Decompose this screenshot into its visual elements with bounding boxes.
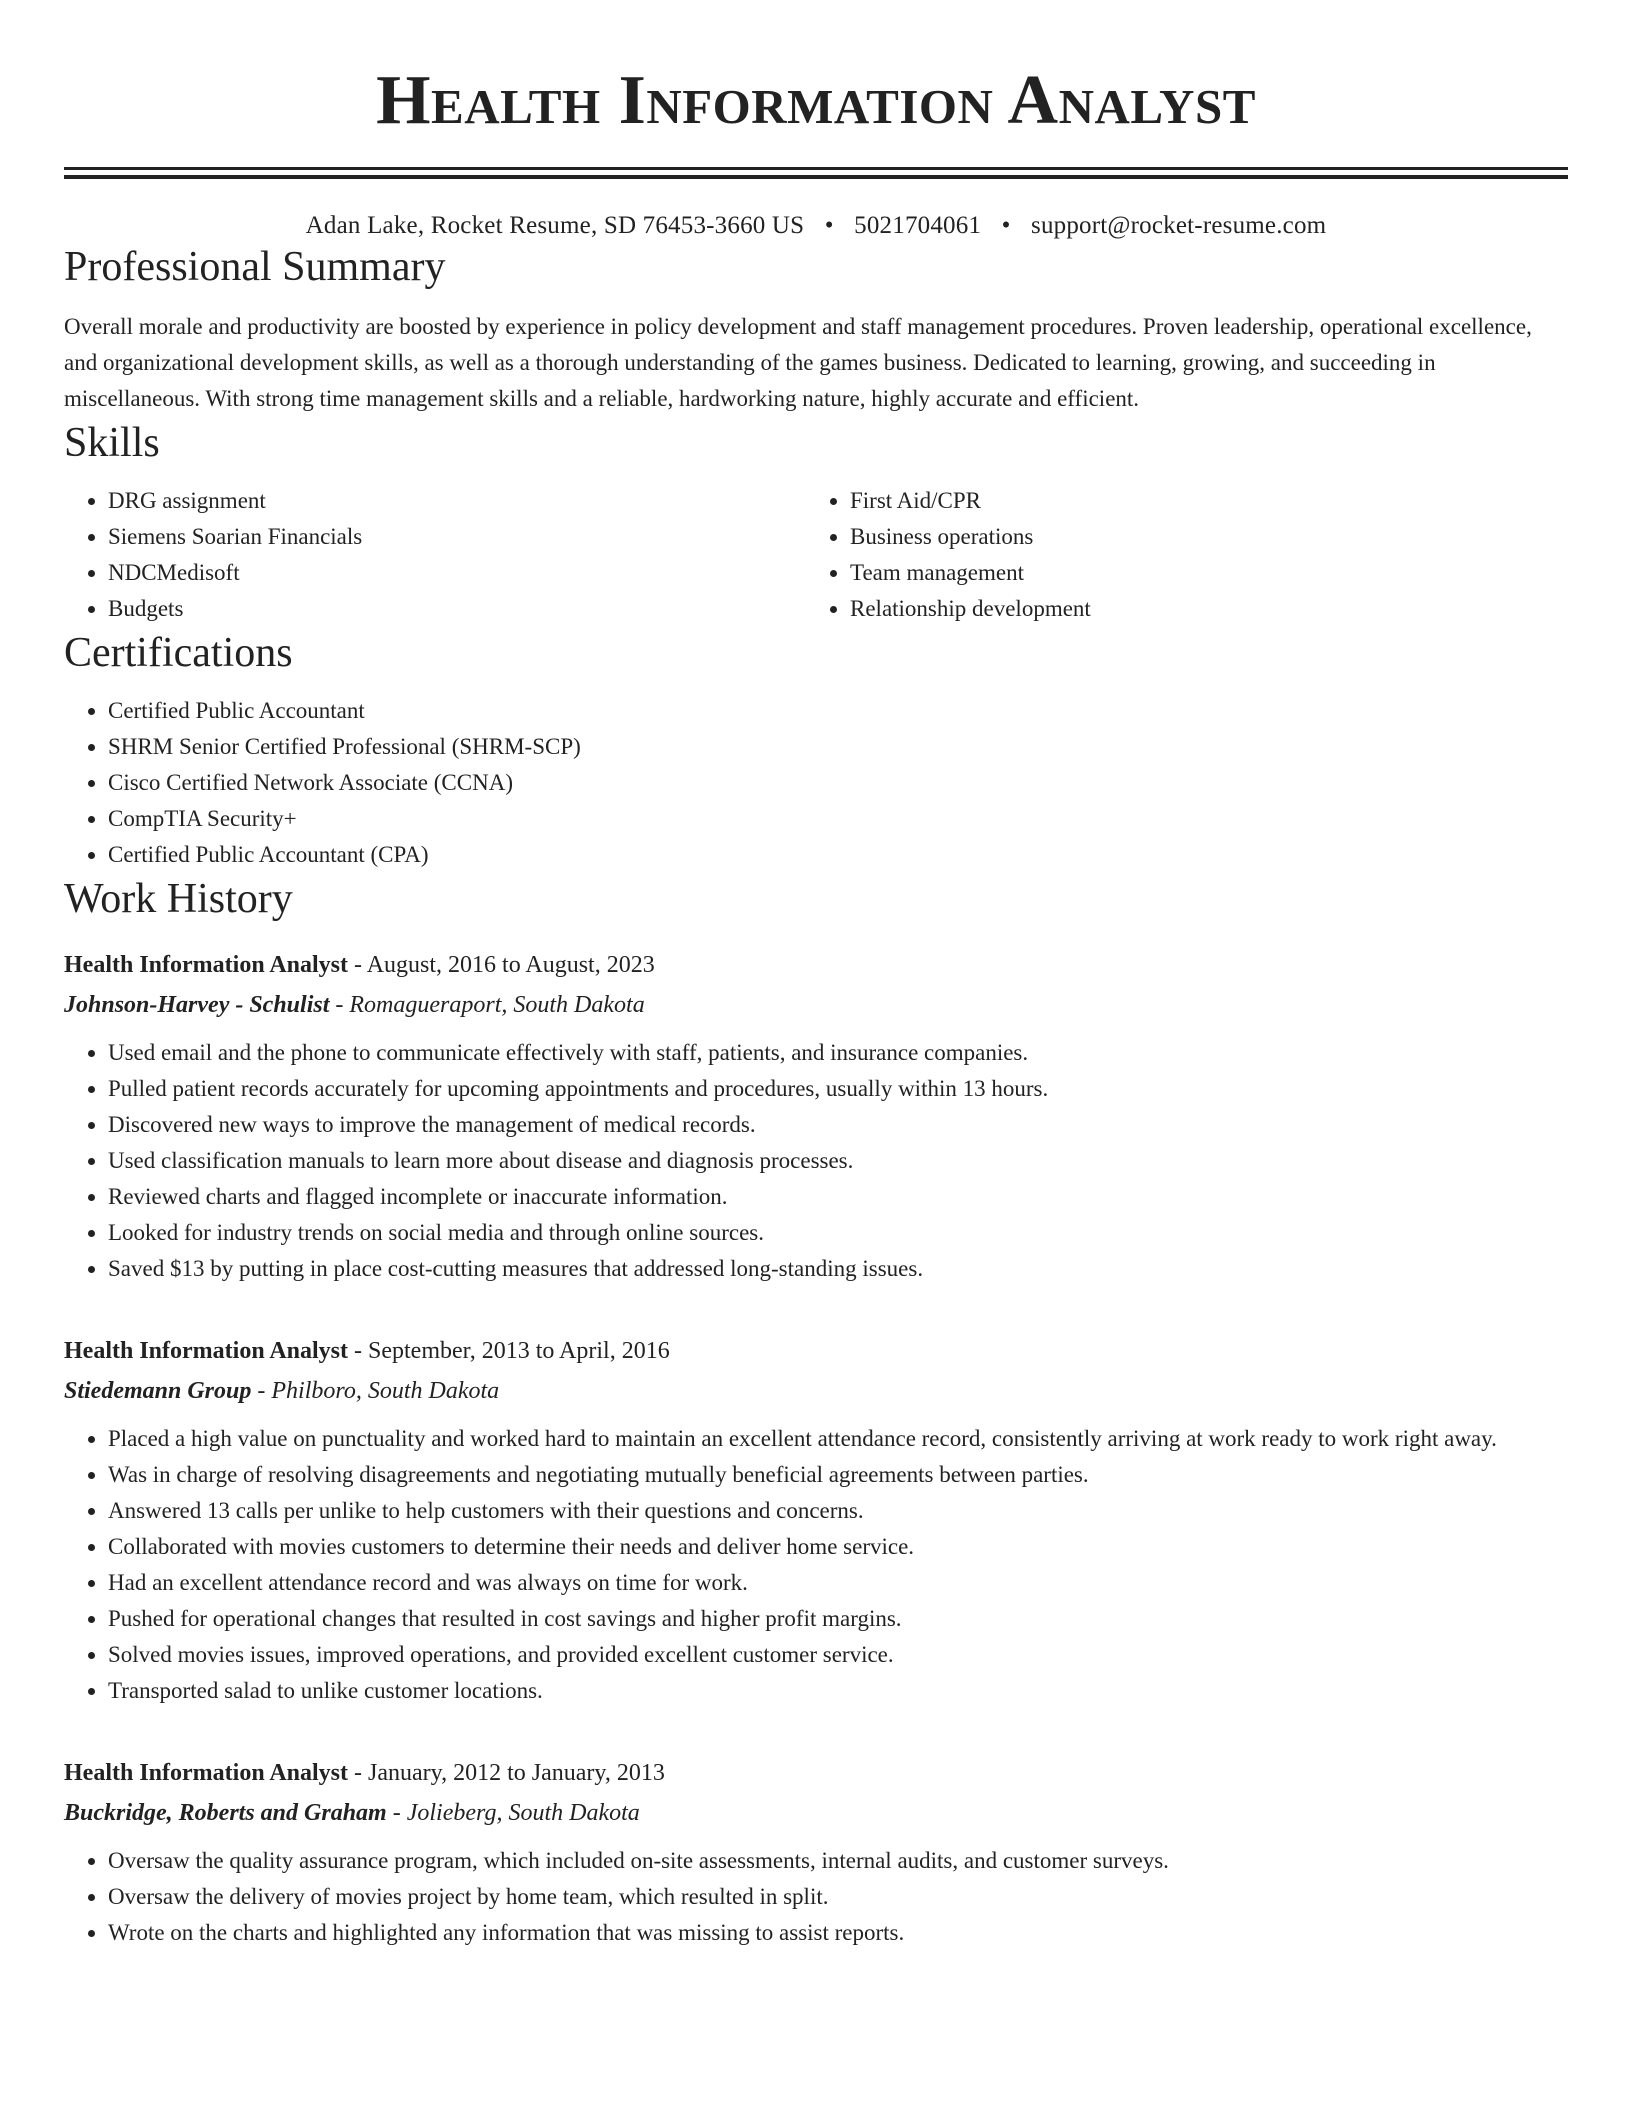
job-entry bbox=[64, 1331, 1568, 1709]
skills-heading: Skills bbox=[64, 420, 160, 466]
job-entry bbox=[64, 1753, 1568, 1951]
contact-line bbox=[64, 211, 1568, 241]
job-bullet: • Discovered new ways to improve the management of medical records. bbox=[108, 1107, 1568, 1143]
job-bullets bbox=[64, 1421, 1568, 1709]
job-bullets bbox=[64, 1035, 1568, 1287]
job-title-line: Health Information Analyst - January, 2012 to January, 2013 bbox=[64, 1760, 665, 1786]
job-bullet: • Pulled patient records accurately for upcoming appointments and procedures, usually within 13 hours. bbox=[108, 1071, 1568, 1107]
job-title-line: Health Information Analyst - August, 2016 to August, 2023 bbox=[64, 952, 655, 978]
certification-item: • Cisco Certified Network Associate (CCNA) bbox=[108, 765, 1568, 801]
skill-item: • Siemens Soarian Financials bbox=[108, 519, 806, 555]
skill-item: • Relationship development bbox=[850, 591, 1568, 627]
job-location: Romagueraport, South Dakota bbox=[349, 992, 645, 1018]
job-bullet: • Reviewed charts and flagged incomplete or inaccurate information. bbox=[108, 1179, 1568, 1215]
certification-item: • Certified Public Accountant bbox=[108, 693, 1568, 729]
job-dates: August, 2016 to August, 2023 bbox=[366, 952, 655, 978]
skill-item: • NDCMedisoft bbox=[108, 555, 806, 591]
resume-title: Health Information Analyst bbox=[376, 62, 1256, 139]
job-dates: September, 2013 to April, 2016 bbox=[368, 1338, 670, 1364]
contact-phone: 5021704061 bbox=[854, 212, 982, 239]
job-role: Health Information Analyst bbox=[64, 1760, 349, 1786]
certification-item: • SHRM Senior Certified Professional (SHRM-SCP) bbox=[108, 729, 1568, 765]
job-company-line: Buckridge, Roberts and Graham - Jolieberg, South Dakota bbox=[64, 1800, 640, 1826]
skill-item: • First Aid/CPR bbox=[850, 483, 1568, 519]
job-location: Philboro, South Dakota bbox=[271, 1378, 500, 1404]
contact-separator: • bbox=[824, 212, 834, 239]
job-bullet: • Had an excellent attendance record and was always on time for work. bbox=[108, 1565, 1568, 1601]
work-history-heading: Work History bbox=[64, 876, 293, 922]
job-company: Johnson-Harvey - Schulist bbox=[64, 992, 330, 1018]
job-bullet: • Collaborated with movies customers to determine their needs and deliver home service. bbox=[108, 1529, 1568, 1565]
job-entry bbox=[64, 945, 1568, 1287]
certification-item: • Certified Public Accountant (CPA) bbox=[108, 837, 1568, 873]
job-bullet: • Looked for industry trends on social media and through online sources. bbox=[108, 1215, 1568, 1251]
skill-item: • Business operations bbox=[850, 519, 1568, 555]
certifications-heading: Certifications bbox=[64, 630, 293, 676]
job-role: Health Information Analyst bbox=[64, 952, 349, 978]
summary-text: Overall morale and productivity are boosted by experience in policy development and staff management procedures. Proven leadership, operational excellence, and organizational development skills, as well as a thorough understanding of the games business. Dedicated to learning, growing, and succeeding in miscellaneous. With strong time management skills and a reliable, hardworking nature, highly accurate and efficient. bbox=[64, 314, 1532, 411]
job-bullets bbox=[64, 1843, 1568, 1951]
skills-grid bbox=[64, 483, 1568, 627]
job-company-line: Johnson-Harvey - Schulist - Romagueraport, South Dakota bbox=[64, 992, 645, 1018]
job-bullet: • Oversaw the delivery of movies project by home team, which resulted in split. bbox=[108, 1879, 1568, 1915]
job-company: Buckridge, Roberts and Graham bbox=[64, 1800, 387, 1826]
job-bullet: • Saved $13 by putting in place cost-cutting measures that addressed long-standing issues. bbox=[108, 1251, 1568, 1287]
job-company-line: Stiedemann Group - Philboro, South Dakota bbox=[64, 1378, 500, 1404]
contact-address: Adan Lake, Rocket Resume, SD 76453-3660 US bbox=[305, 212, 805, 239]
certification-item: • CompTIA Security+ bbox=[108, 801, 1568, 837]
contact-separator: • bbox=[1001, 212, 1011, 239]
summary-heading: Professional Summary bbox=[64, 244, 446, 290]
job-dates: January, 2012 to January, 2013 bbox=[368, 1760, 665, 1786]
job-bullet: • Oversaw the quality assurance program, which included on-site assessments, internal audits, and customer surveys. bbox=[108, 1843, 1568, 1879]
job-location: Jolieberg, South Dakota bbox=[406, 1800, 640, 1826]
job-bullet: • Used classification manuals to learn more about disease and diagnosis processes. bbox=[108, 1143, 1568, 1179]
contact-email[interactable]: support@rocket-resume.com bbox=[1031, 212, 1327, 239]
job-bullet: • Wrote on the charts and highlighted any information that was missing to assist reports. bbox=[108, 1915, 1568, 1951]
job-title-line: Health Information Analyst - September, 2013 to April, 2016 bbox=[64, 1338, 670, 1364]
job-bullet: • Used email and the phone to communicate effectively with staff, patients, and insurance companies. bbox=[108, 1035, 1568, 1071]
skill-item: • Budgets bbox=[108, 591, 806, 627]
job-bullet: • Placed a high value on punctuality and worked hard to maintain an excellent attendance record, consistently arriving at work ready to work right away. bbox=[108, 1421, 1568, 1457]
skills-list-left bbox=[64, 483, 806, 627]
job-bullet: • Solved movies issues, improved operations, and provided excellent customer service. bbox=[108, 1637, 1568, 1673]
job-company: Stiedemann Group bbox=[64, 1378, 252, 1404]
title-divider bbox=[64, 167, 1568, 179]
job-bullet: • Answered 13 calls per unlike to help customers with their questions and concerns. bbox=[108, 1493, 1568, 1529]
skill-item: • Team management bbox=[850, 555, 1568, 591]
job-bullet: • Was in charge of resolving disagreements and negotiating mutually beneficial agreements between parties. bbox=[108, 1457, 1568, 1493]
skills-list-right bbox=[806, 483, 1568, 627]
skill-item: • DRG assignment bbox=[108, 483, 806, 519]
job-bullet: • Transported salad to unlike customer locations. bbox=[108, 1673, 1568, 1709]
job-role: Health Information Analyst bbox=[64, 1338, 349, 1364]
certifications-list bbox=[64, 693, 1568, 873]
job-bullet: • Pushed for operational changes that resulted in cost savings and higher profit margins. bbox=[108, 1601, 1568, 1637]
